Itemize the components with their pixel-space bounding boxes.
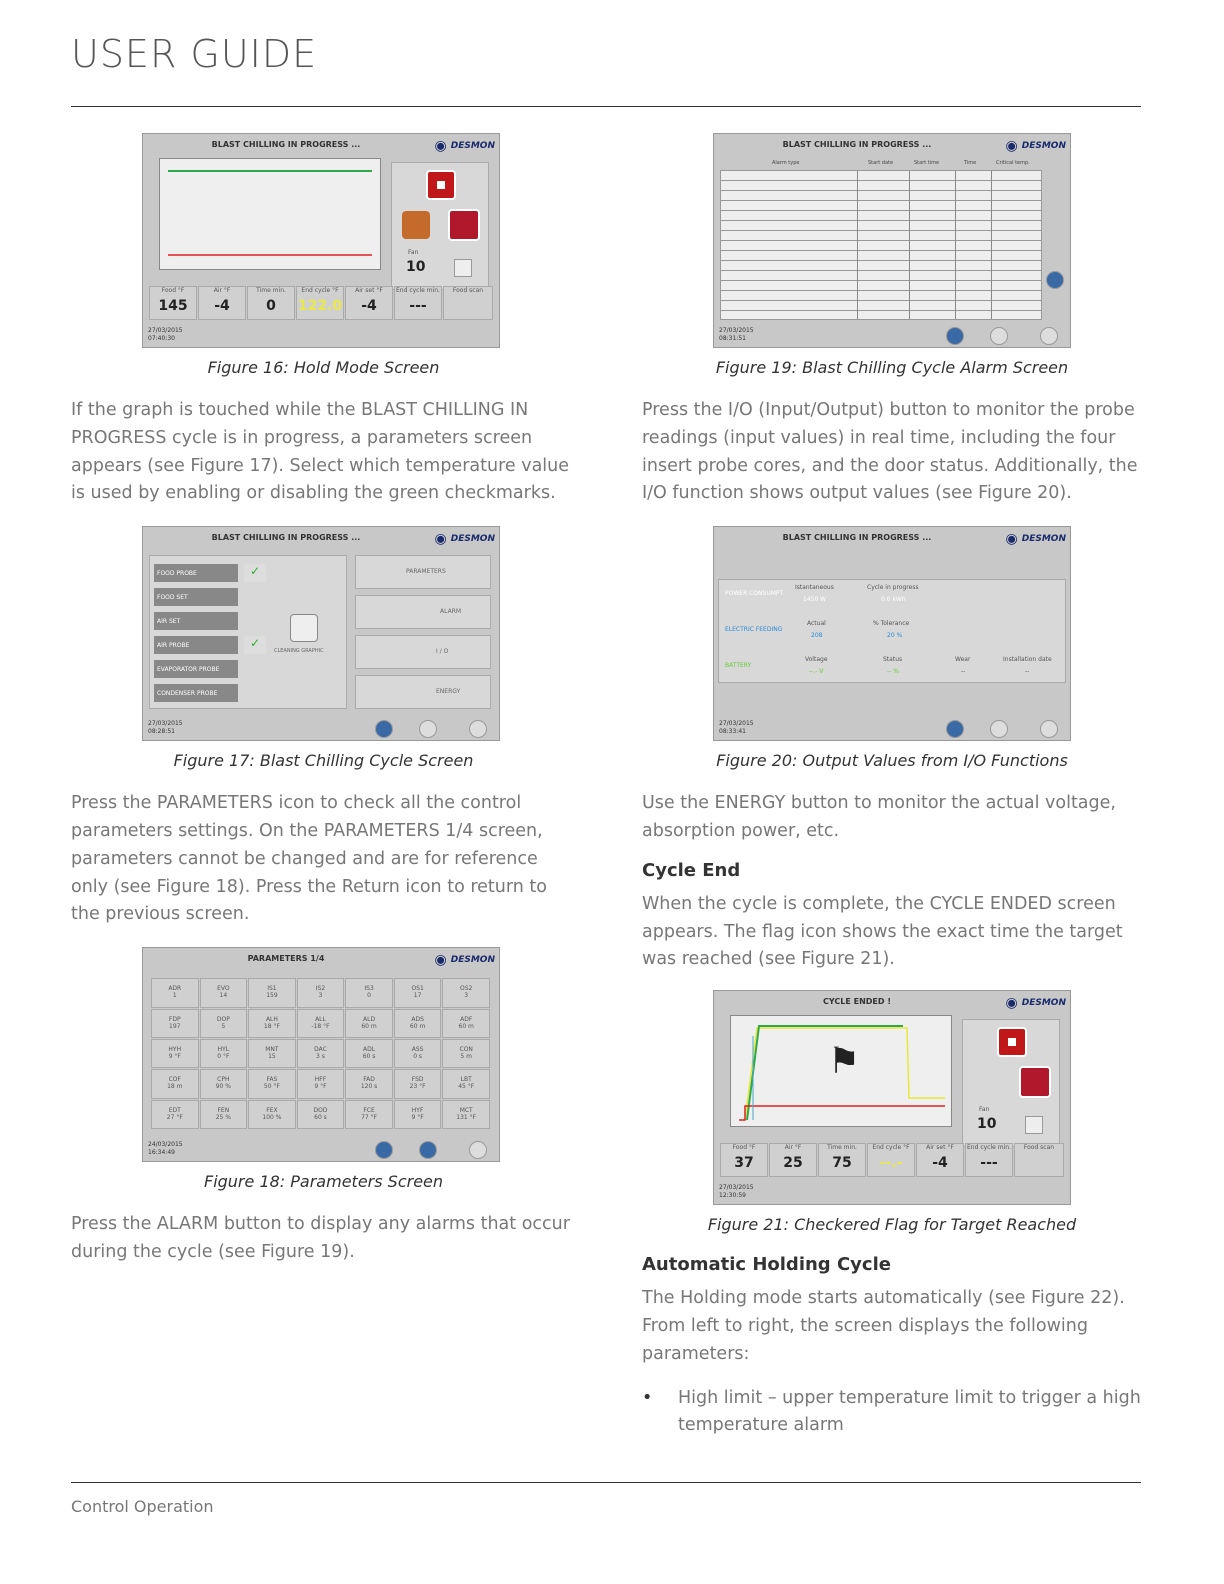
figure-21-caption: Figure 21: Checkered Flag for Target Reached: [707, 1215, 1077, 1235]
home-icon[interactable]: [469, 1141, 487, 1159]
parameter-cell: ADS 60 m: [394, 1009, 442, 1038]
cleaning-icon[interactable]: [290, 614, 318, 642]
paragraph: The Holding mode starts automatically (see Figure 22). From left to right, the screen displays the following parameters:: [642, 1288, 1125, 1364]
desmon-logo: ◉ DESMON: [1006, 531, 1066, 547]
screen-title: BLAST CHILLING IN PROGRESS ...: [211, 533, 361, 543]
figure-20-caption: Figure 20: Output Values from I/O Functions: [716, 751, 1068, 771]
parameter-cell: ALL -18 °F: [297, 1009, 345, 1038]
parameter-cell: FDP 197: [151, 1009, 199, 1038]
paragraph: Press the ALARM button to display any alarms that occur during the cycle (see Figure 19).: [71, 1214, 570, 1262]
paragraph: Press the I/O (Input/Output) button to monitor the probe readings (input values) in real time, including the four insert probe cores, and the door status. Additionally, the I/O function shows output values (see Figure 20).: [642, 400, 1138, 504]
figure-17-screenshot: [142, 526, 500, 741]
page-header-title: USER GUIDE: [71, 32, 318, 76]
footer-rule: [71, 1482, 1141, 1483]
parameter-cell: OS2 3: [442, 978, 490, 1007]
parameter-cell: IS3 0: [345, 978, 393, 1007]
paragraph: Use the ENERGY button to monitor the actual voltage, absorption power, etc.: [642, 793, 1116, 841]
page-footer: Control Operation: [71, 1497, 214, 1516]
screen-title: PARAMETERS 1/4: [247, 954, 325, 964]
readout-food-scan: Food scan: [1014, 1143, 1064, 1177]
nav-icon[interactable]: [990, 327, 1008, 345]
nav-icon[interactable]: [990, 720, 1008, 738]
home-icon[interactable]: [1040, 327, 1058, 345]
food-icon[interactable]: [402, 211, 430, 239]
alarm-table: [720, 170, 1042, 320]
parameter-cell: ALH 18 °F: [248, 1009, 296, 1038]
readout-end-cycle-min: End cycle min. ---: [965, 1143, 1013, 1177]
readout-row: [720, 1143, 1066, 1177]
nav-icon[interactable]: [419, 720, 437, 738]
figure-18-screenshot: [142, 947, 500, 1162]
figure-19-caption: Figure 19: Blast Chilling Cycle Alarm Screen: [715, 358, 1069, 377]
readout-end-cycle-temp: End cycle °F 122.0: [296, 286, 344, 320]
stop-button[interactable]: [426, 170, 456, 200]
temperature-graph[interactable]: [730, 1015, 952, 1127]
paragraph: Press the PARAMETERS icon to check all the control parameters settings. On the PARAMETERS 1/4 screen, parameters cannot be changed and are for reference only (see Figure 18). Press the Return icon to return to the previous screen.: [71, 793, 547, 925]
readout-time: Time min. 75: [818, 1143, 866, 1177]
probe-item[interactable]: AIR SET: [154, 612, 238, 630]
control-panel: [962, 1019, 1060, 1147]
screen-title: CYCLE ENDED !: [823, 997, 891, 1007]
parameters-table: [151, 978, 491, 1130]
parameter-cell: ASS 0 s: [394, 1039, 442, 1068]
fan-label: Fan: [979, 1106, 990, 1114]
parameter-cell: MCT 131 °F: [442, 1100, 490, 1129]
section-heading: Automatic Holding Cycle: [642, 1254, 891, 1276]
parameter-cell: EDT 27 °F: [151, 1100, 199, 1129]
parameter-cell: ADL 60 s: [345, 1039, 393, 1068]
parameter-cell: ADR 1: [151, 978, 199, 1007]
screen-title: BLAST CHILLING IN PROGRESS ...: [782, 140, 932, 149]
bullet-list: [642, 1385, 1142, 1441]
parameter-cell: FCE 77 °F: [345, 1100, 393, 1129]
parameter-cell: LBT 45 °F: [442, 1069, 490, 1098]
parameter-cell: DAC 3 s: [297, 1039, 345, 1068]
parameter-cell: FAS 50 °F: [248, 1069, 296, 1098]
fan-label: Fan: [408, 249, 419, 256]
paragraph: If the graph is touched while the BLAST CHILLING IN PROGRESS cycle is in progress, a parameters screen appears (see Figure 17). Select which temperature value is used by enabling or disabling the green checkmarks.: [71, 400, 570, 504]
figure-19-screenshot: [713, 133, 1071, 348]
paragraph: When the cycle is complete, the CYCLE ENDED screen appears. The flag icon shows the exact time the target was reached (see Figure 21).: [642, 893, 1123, 970]
figure-16-caption: Figure 16: Hold Mode Screen: [207, 358, 440, 377]
screen-footer: 27/03/2015 12:30:59: [719, 1184, 754, 1200]
parameter-cell: ADF 60 m: [442, 1009, 490, 1038]
nav-icon[interactable]: [419, 1141, 437, 1159]
probe-item[interactable]: EVAPORATOR PROBE: [154, 660, 238, 678]
figure-17-caption: Figure 17: Blast Chilling Cycle Screen: [173, 751, 474, 771]
energy-button[interactable]: ENERGY: [355, 675, 491, 709]
probe-item[interactable]: FOOD PROBE: [154, 564, 238, 582]
readout-food: Food °F 145: [149, 286, 197, 320]
nav-icon[interactable]: [375, 720, 393, 738]
fan-value: 10: [977, 1116, 997, 1133]
parameter-cell: OS1 17: [394, 978, 442, 1007]
screen-title: BLAST CHILLING IN PROGRESS ...: [211, 140, 361, 149]
readout-end-cycle-min: End cycle min. ---: [394, 286, 442, 320]
figure-16-screenshot: [142, 133, 500, 348]
readout-food-scan: Food scan: [443, 286, 493, 320]
parameter-cell: IS2 3: [297, 978, 345, 1007]
parameter-cell: CPH 90 %: [200, 1069, 248, 1098]
fan-icon[interactable]: [1025, 1116, 1043, 1134]
figure-20-screenshot: [713, 526, 1071, 741]
parameter-cell: COF 18 m: [151, 1069, 199, 1098]
parameter-cell: DOP 5: [200, 1009, 248, 1038]
checkmark-icon[interactable]: ✓: [244, 636, 266, 654]
right-column: [642, 133, 1142, 1440]
desmon-logo: ◉ DESMON: [1006, 138, 1066, 154]
parameter-cell: HYL 0 °F: [200, 1039, 248, 1068]
parameters-button[interactable]: PARAMETERS: [355, 555, 491, 589]
section-heading: Cycle End: [642, 859, 741, 881]
checkmark-icon[interactable]: ✓: [244, 564, 266, 582]
probe-item[interactable]: AIR PROBE: [154, 636, 238, 654]
graph-lines: [160, 159, 382, 271]
screen-footer: 24/03/2015 16:34:49: [148, 1141, 183, 1157]
parameter-cell: FAD 120 s: [345, 1069, 393, 1098]
screen-footer: 27/03/2015 07:40:30: [148, 327, 183, 342]
checkered-flag-icon: ⚑: [827, 1041, 861, 1083]
parameter-cell: IS1 159: [248, 978, 296, 1007]
home-icon[interactable]: [1040, 720, 1058, 738]
alarm-header: Alarm type Start date Start time Time Critical temp.: [772, 160, 1030, 166]
screen-footer: 27/03/2015 08:28:51: [148, 720, 183, 736]
gear-icon[interactable]: [448, 209, 480, 241]
readout-food: Food °F 37: [720, 1143, 768, 1177]
header-rule: [71, 106, 1141, 107]
desmon-logo: ◉ DESMON: [1006, 995, 1066, 1011]
stop-button[interactable]: [997, 1027, 1027, 1057]
screen-footer: 27/03/2015 08:33:41: [719, 720, 754, 736]
readout-air-set: Air set °F -4: [916, 1143, 964, 1177]
temperature-graph[interactable]: [159, 158, 381, 270]
scroll-icon[interactable]: [1046, 271, 1064, 289]
cleaning-label: CLEANING GRAPHIC: [274, 648, 324, 655]
parameter-cell: HFF 9 °F: [297, 1069, 345, 1098]
parameter-cell: CON 5 m: [442, 1039, 490, 1068]
readout-air: Air °F 25: [769, 1143, 817, 1177]
parameter-cell: DOD 60 s: [297, 1100, 345, 1129]
readout-air: Air °F -4: [198, 286, 246, 320]
home-icon[interactable]: [469, 720, 487, 738]
parameter-cell: MNT 15: [248, 1039, 296, 1068]
parameter-cell: EVO 14: [200, 978, 248, 1007]
screen-footer: 27/03/2015 08:31:51: [719, 327, 754, 342]
parameter-cell: FSD 23 °F: [394, 1069, 442, 1098]
parameter-cell: ALD 60 m: [345, 1009, 393, 1038]
io-button[interactable]: I / O: [355, 635, 491, 669]
figure-18-caption: Figure 18: Parameters Screen: [203, 1172, 444, 1192]
list-item: • High limit – upper temperature limit to trigger a high temperature alarm: [642, 1385, 1142, 1441]
probe-panel: [149, 555, 347, 709]
readout-end-cycle-temp: End cycle °F --.-: [867, 1143, 915, 1177]
alarm-button[interactable]: ALARM: [355, 595, 491, 629]
desmon-logo: ◉ DESMON: [435, 952, 495, 968]
parameter-cell: FEX 100 %: [248, 1100, 296, 1129]
fan-icon[interactable]: [454, 259, 472, 277]
readout-air-set: Air set °F -4: [345, 286, 393, 320]
figure-21-screenshot: [713, 990, 1071, 1205]
readout-time: Time min. 0: [247, 286, 295, 320]
fan-value: 10: [406, 259, 426, 275]
probe-item[interactable]: CONDENSER PROBE: [154, 684, 238, 702]
parameter-cell: FEN 25 %: [200, 1100, 248, 1129]
nav-icon[interactable]: [375, 1141, 393, 1159]
nav-icon[interactable]: [946, 720, 964, 738]
gear-icon[interactable]: [1019, 1066, 1051, 1098]
parameter-cell: HYH 9 °F: [151, 1039, 199, 1068]
probe-item[interactable]: FOOD SET: [154, 588, 238, 606]
energy-panel: POWER CONSUMPT. ELECTRIC FEEDING BATTERY Istantaneous Cycle in progress 1450 W 0.0 kWh Actual % Tolerance 208 20 % Voltage Status Wear Installation date --.- V -- % -- --: [718, 579, 1066, 683]
desmon-logo: ◉ DESMON: [435, 138, 495, 154]
desmon-logo: ◉ DESMON: [435, 531, 495, 547]
nav-icon[interactable]: [946, 327, 964, 345]
control-panel: [391, 162, 489, 290]
screen-title: BLAST CHILLING IN PROGRESS ...: [782, 533, 932, 543]
left-column: [71, 133, 576, 1267]
parameter-cell: HYF 9 °F: [394, 1100, 442, 1129]
readout-row: [149, 286, 495, 320]
